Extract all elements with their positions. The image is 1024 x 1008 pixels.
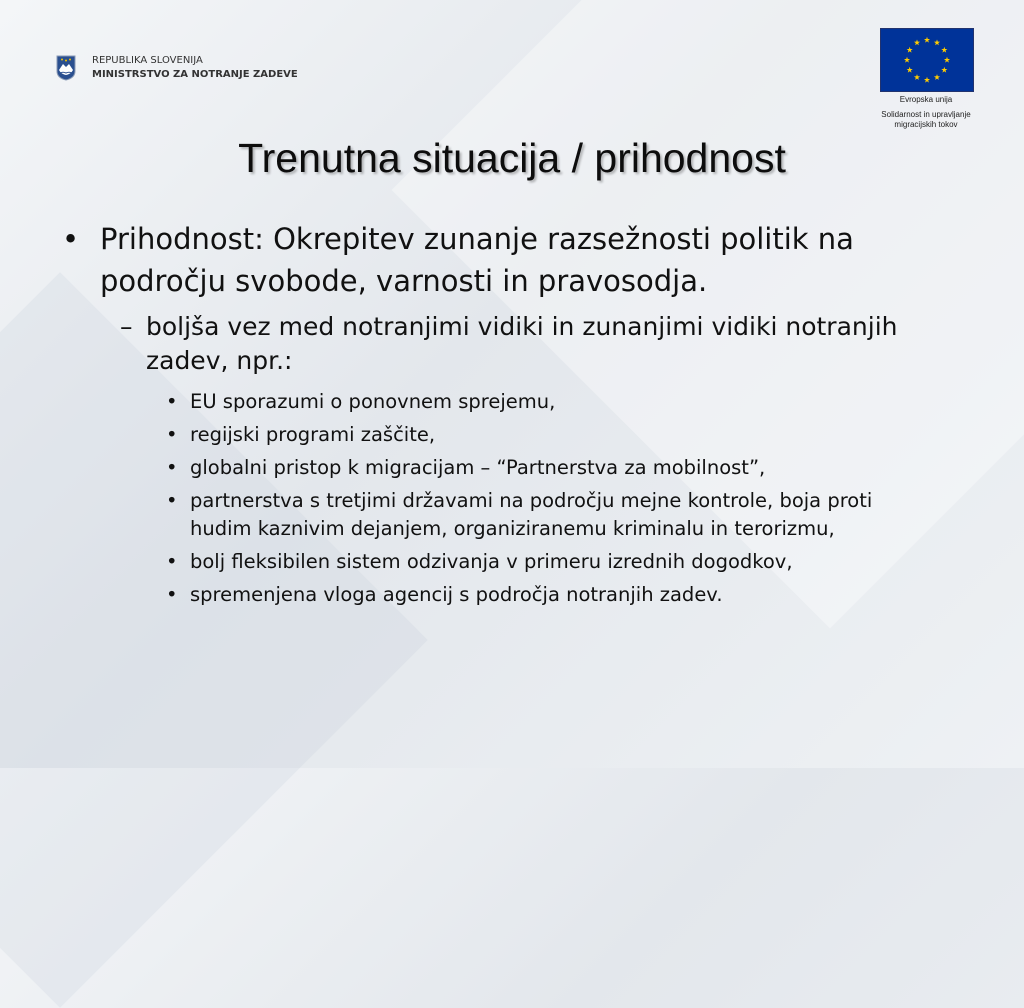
bullet-marker: • [166, 423, 178, 446]
dash-marker: – [120, 312, 133, 341]
ministry-logo [56, 54, 298, 82]
eu-caption-name: Evropska unija [899, 95, 953, 104]
list-item [166, 454, 926, 482]
slide-title: Trenutna situacija / prihodnost [238, 135, 786, 181]
ministry-line-1: REPUBLIKA SLOVENIJA [92, 55, 203, 66]
list-item [166, 487, 926, 543]
bullet-level-1 [62, 218, 962, 302]
list-item-text: spremenjena vloga agencij s področja notranjih zadev. [190, 583, 723, 606]
slovenia-crest-icon [56, 55, 76, 81]
bullet-level-2 [120, 310, 962, 378]
list-item [166, 388, 926, 416]
list-item [166, 548, 926, 576]
list-item-text: regijski programi zaščite, [190, 423, 436, 446]
eu-flag-icon [880, 28, 974, 92]
eu-caption-program: Solidarnost in upravljanje migracijskih tokov [881, 110, 971, 129]
eu-caption [868, 95, 984, 130]
bullet-marker: • [166, 390, 178, 413]
list-item-text: EU sporazumi o ponovnem sprejemu, [190, 390, 556, 413]
slide-body [62, 218, 962, 614]
ministry-line-2: MINISTRSTVO ZA NOTRANJE ZADEVE [92, 69, 298, 80]
bullet-marker: • [62, 222, 80, 256]
bullet-marker: • [166, 489, 178, 512]
list-item-text: globalni pristop k migracijam – “Partnerstva za mobilnost”, [190, 456, 766, 479]
list-item [166, 421, 926, 449]
bullet-marker: • [166, 456, 178, 479]
bullet-marker: • [166, 550, 178, 573]
list-item-text: partnerstva s tretjimi državami na področju mejne kontrole, boja proti hudim kaznivim dejanjem, organiziranemu kriminalu in terorizmu, [190, 489, 873, 540]
list-item-text: bolj fleksibilen sistem odzivanja v primeru izrednih dogodkov, [190, 550, 793, 573]
bullet-marker: • [166, 583, 178, 606]
bullet-text: boljša vez med notranjimi vidiki in zunanjimi vidiki notranjih zadev, npr.: [146, 312, 898, 375]
sub-bullet-list [62, 388, 962, 609]
list-item [166, 581, 926, 609]
bullet-text: Prihodnost: Okrepitev zunanje razsežnosti politik na področju svobode, varnosti in pravosodja. [100, 222, 854, 298]
